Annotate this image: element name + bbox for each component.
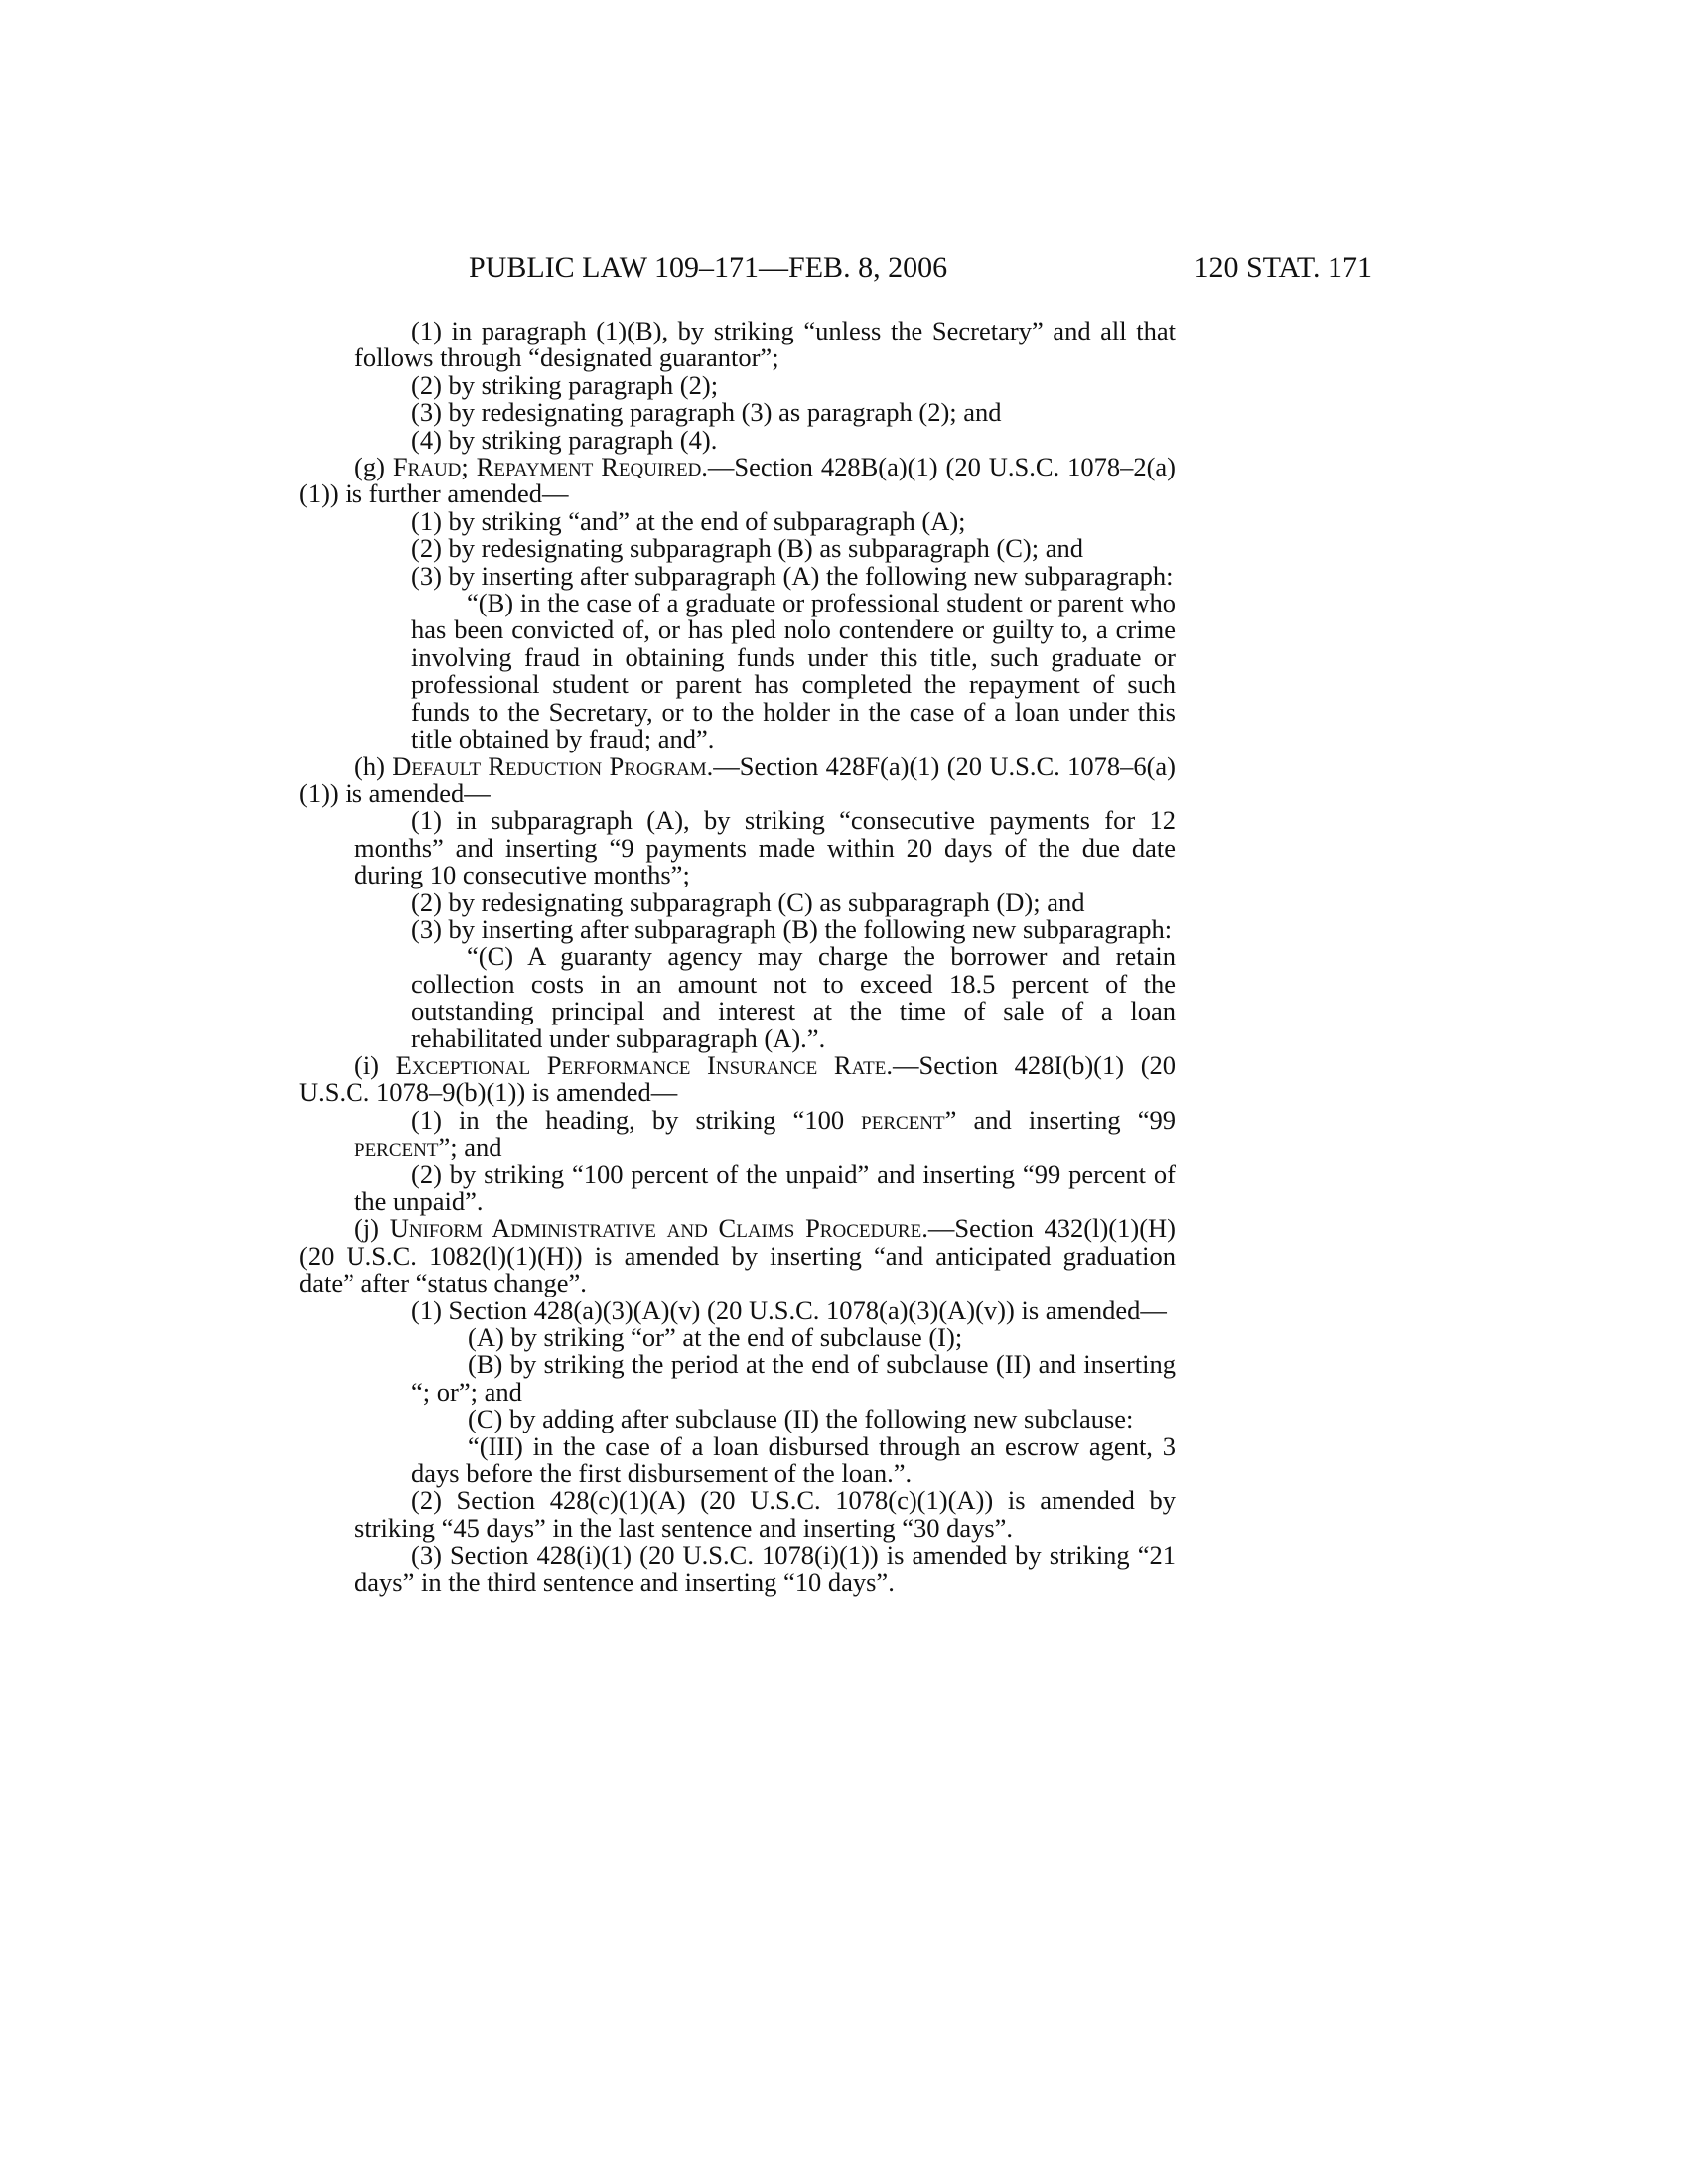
- subsection-i-item-1-text-b: ” and inserting “: [944, 1104, 1150, 1135]
- subsection-g-item-3: (3) by inserting after subparagraph (A) the following new subparagraph:: [411, 560, 1174, 591]
- subsection-i-heading: Exceptional Performance Insurance Rate: [395, 1049, 887, 1080]
- paragraph-3: (3) by redesignating paragraph (3) as paragraph (2); and: [411, 397, 1002, 428]
- subsection-g-item-1: (1) by striking “and” at the end of subparagraph (A);: [411, 505, 966, 536]
- subsection-j-item-3: (3) Section 428(i)(1) (20 U.S.C. 1078(i)(1)) is amended by striking “21 days” in the third sentence and inserting “10 days”.: [354, 1540, 1176, 1597]
- subsection-j-item-1-A: (A) by striking “or” at the end of subclause (I);: [468, 1322, 963, 1353]
- subsection-j-item-1-B: (B) by striking the period at the end of subclause (II) and inserting “; or”; and: [411, 1349, 1176, 1407]
- subsection-h-item-2: (2) by redesignating subparagraph (C) as subparagraph (D); and: [411, 887, 1085, 917]
- subsection-i-item-1-struck-heading: 100 percent: [804, 1104, 945, 1135]
- subsection-g: [299, 454, 1176, 508]
- subsection-i-item-2: (2) by striking “100 percent of the unpaid” and inserting “99 percent of the unpaid”.: [354, 1159, 1176, 1216]
- subsection-g-text: .—Section 428B(a)(1) (20 U.S.C. 1078–2(a)(1)) is further amended—: [299, 452, 1176, 509]
- paragraph-2: (2) by striking paragraph (2);: [411, 369, 719, 400]
- subsection-g-quoted-text: “(B) in the case of a graduate or professional student or parent who has been convicted of, or has pled nolo contendere or guilty to, a crime involving fraud in obtaining funds under this title, such graduate or professional student or parent has completed the repayment of such funds to the Secretary, or to the holder in the case of a loan under this title obtained by fraud; and”.: [411, 588, 1176, 754]
- statute-page-number: 120 STAT. 171: [1194, 251, 1372, 284]
- paragraph-4: (4) by striking paragraph (4).: [411, 424, 718, 455]
- subsection-i: [299, 1049, 1177, 1108]
- subsection-h-item-3: (3) by inserting after subparagraph (B) the following new subparagraph:: [411, 913, 1173, 944]
- subsection-h-item-1: (1) in subparagraph (A), by striking “consecutive payments for 12 months” and inserting “9 payments made within 20 days of the due date during 10 consecutive months”;: [354, 805, 1176, 890]
- running-head-title: PUBLIC LAW 109–171—FEB. 8, 2006: [469, 251, 948, 284]
- subsection-g-item-2: (2) by redesignating subparagraph (B) as subparagraph (C); and: [411, 533, 1084, 564]
- subsection-g-heading: Fraud; Repayment Required: [392, 452, 702, 482]
- subsection-j-text: .—Section 432(l)(1)(H) (20 U.S.C. 1082(l)(1)(H)) is amended by inserting “and anticipated graduation date” after “status change”.: [299, 1213, 1176, 1298]
- subsection-h-heading: Default Reduction Program: [392, 751, 707, 781]
- subsection-i-item-1-text-c: ”; and: [438, 1132, 502, 1162]
- subsection-i-text: .—Section 428I(b)(1) (20 U.S.C. 1078–9(b)(1)) is amended—: [299, 1049, 1177, 1108]
- subsection-i-item-1-inserted-heading: 99 percent: [354, 1104, 1177, 1162]
- document-body: [299, 318, 1176, 1596]
- subsection-j-item-1: (1) Section 428(a)(3)(A)(v) (20 U.S.C. 1078(a)(3)(A)(v)) is amended—: [411, 1295, 1167, 1325]
- subsection-j-heading: Uniform Administrative and Claims Procedure: [389, 1213, 922, 1244]
- subsection-j-quoted-text: “(III) in the case of a loan disbursed through an escrow agent, 3 days before the first disbursement of the loan.”.: [411, 1431, 1176, 1489]
- subsection-g-label: (g): [354, 452, 393, 482]
- subsection-j-item-2: (2) Section 428(c)(1)(A) (20 U.S.C. 1078(c)(1)(A)) is amended by striking “45 days” in the last sentence and inserting “30 days”.: [354, 1485, 1176, 1543]
- subsection-i-label: (i): [354, 1049, 396, 1080]
- subsection-h-quoted-text: “(C) A guaranty agency may charge the borrower and retain collection costs in an amount not to exceed 18.5 percent of the outstanding principal and interest at the time of sale of a loan rehabilitated under subparagraph (A).”.: [411, 941, 1176, 1053]
- subsection-h-text: .—Section 428F(a)(1) (20 U.S.C. 1078–6(a)(1)) is amended—: [299, 751, 1177, 808]
- subsection-j: [299, 1215, 1176, 1297]
- paragraph-1: (1) in paragraph (1)(B), by striking “unless the Secretary” and all that follows through “designated guarantor”;: [354, 316, 1176, 373]
- subsection-i-item-1: [299, 1104, 1177, 1162]
- subsection-j-item-1-C: (C) by adding after subclause (II) the following new subclause:: [468, 1404, 1134, 1434]
- subsection-h: [299, 753, 1176, 808]
- subsection-j-label: (j): [354, 1213, 390, 1244]
- subsection-h-label: (h): [354, 751, 393, 781]
- subsection-i-item-1-text-a: (1) in the heading, by striking “: [411, 1104, 805, 1135]
